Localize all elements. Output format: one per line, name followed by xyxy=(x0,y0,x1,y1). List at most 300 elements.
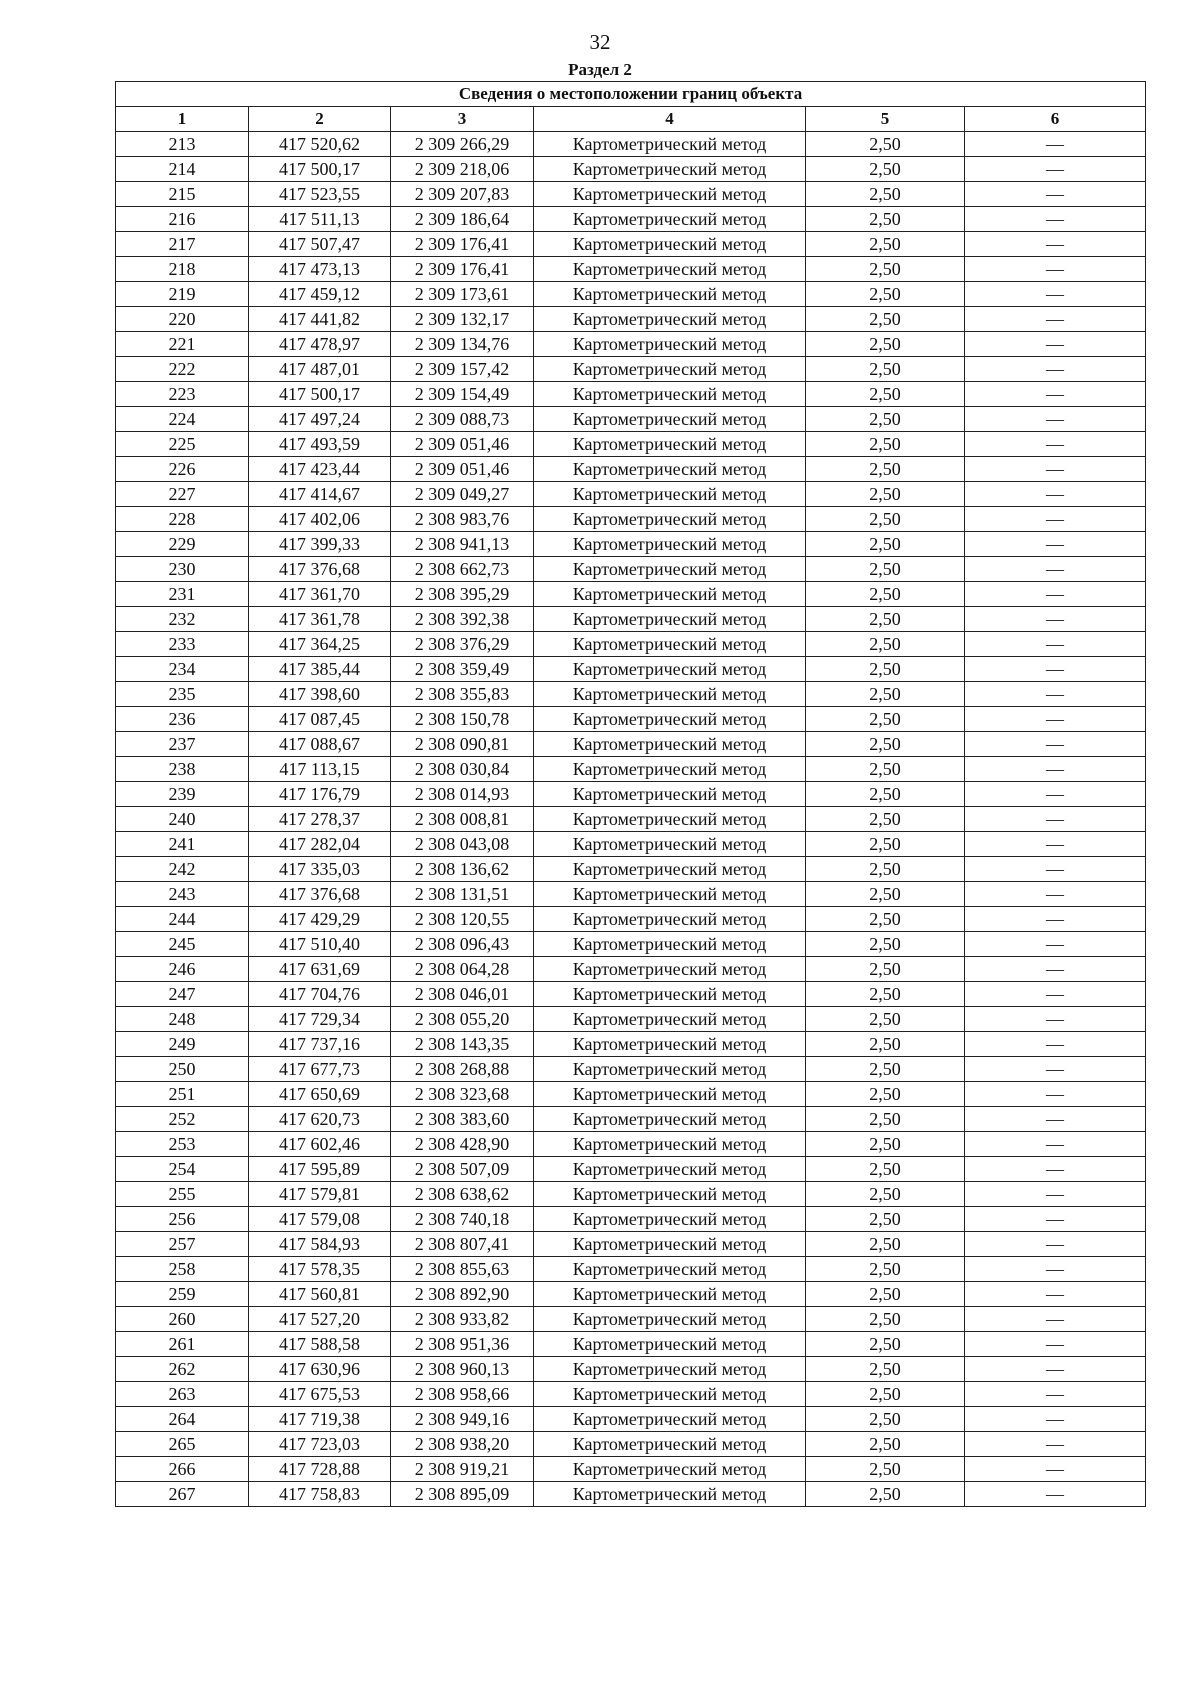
accuracy-cell: 2,50 xyxy=(806,1032,965,1057)
description-cell: — xyxy=(965,1257,1146,1282)
point-number-cell: 229 xyxy=(116,532,249,557)
table-row xyxy=(116,682,1146,707)
accuracy-cell: 2,50 xyxy=(806,1382,965,1407)
accuracy-cell: 2,50 xyxy=(806,207,965,232)
method-cell: Картометрический метод xyxy=(534,757,806,782)
point-number-cell: 240 xyxy=(116,807,249,832)
method-cell: Картометрический метод xyxy=(534,1007,806,1032)
accuracy-cell: 2,50 xyxy=(806,407,965,432)
x-coordinate-cell: 417 520,62 xyxy=(249,132,391,157)
method-cell: Картометрический метод xyxy=(534,182,806,207)
accuracy-cell: 2,50 xyxy=(806,307,965,332)
y-coordinate-cell: 2 308 949,16 xyxy=(391,1407,534,1432)
accuracy-cell: 2,50 xyxy=(806,457,965,482)
point-number-cell: 259 xyxy=(116,1282,249,1307)
x-coordinate-cell: 417 113,15 xyxy=(249,757,391,782)
table-row xyxy=(116,457,1146,482)
point-number-cell: 236 xyxy=(116,707,249,732)
x-coordinate-cell: 417 497,24 xyxy=(249,407,391,432)
method-cell: Картометрический метод xyxy=(534,207,806,232)
method-cell: Картометрический метод xyxy=(534,732,806,757)
accuracy-cell: 2,50 xyxy=(806,782,965,807)
x-coordinate-cell: 417 523,55 xyxy=(249,182,391,207)
x-coordinate-cell: 417 620,73 xyxy=(249,1107,391,1132)
x-coordinate-cell: 417 584,93 xyxy=(249,1232,391,1257)
method-cell: Картометрический метод xyxy=(534,907,806,932)
y-coordinate-cell: 2 308 043,08 xyxy=(391,832,534,857)
method-cell: Картометрический метод xyxy=(534,1207,806,1232)
description-cell: — xyxy=(965,907,1146,932)
point-number-cell: 216 xyxy=(116,207,249,232)
y-coordinate-cell: 2 308 090,81 xyxy=(391,732,534,757)
y-coordinate-cell: 2 308 958,66 xyxy=(391,1382,534,1407)
accuracy-cell: 2,50 xyxy=(806,357,965,382)
x-coordinate-cell: 417 398,60 xyxy=(249,682,391,707)
table-row xyxy=(116,1257,1146,1282)
column-number-row xyxy=(116,107,1146,132)
point-number-cell: 225 xyxy=(116,432,249,457)
description-cell: — xyxy=(965,1457,1146,1482)
point-number-cell: 221 xyxy=(116,332,249,357)
y-coordinate-cell: 2 308 960,13 xyxy=(391,1357,534,1382)
x-coordinate-cell: 417 478,97 xyxy=(249,332,391,357)
point-number-cell: 222 xyxy=(116,357,249,382)
table-caption-row xyxy=(116,82,1146,107)
point-number-cell: 262 xyxy=(116,1357,249,1382)
point-number-cell: 239 xyxy=(116,782,249,807)
point-number-cell: 263 xyxy=(116,1382,249,1407)
description-cell: — xyxy=(965,1157,1146,1182)
point-number-cell: 265 xyxy=(116,1432,249,1457)
y-coordinate-cell: 2 309 176,41 xyxy=(391,232,534,257)
table-row xyxy=(116,857,1146,882)
method-cell: Картометрический метод xyxy=(534,457,806,482)
description-cell: — xyxy=(965,357,1146,382)
table-row xyxy=(116,1157,1146,1182)
x-coordinate-cell: 417 728,88 xyxy=(249,1457,391,1482)
table-row xyxy=(116,1032,1146,1057)
y-coordinate-cell: 2 309 218,06 xyxy=(391,157,534,182)
description-cell: — xyxy=(965,457,1146,482)
point-number-cell: 235 xyxy=(116,682,249,707)
accuracy-cell: 2,50 xyxy=(806,432,965,457)
description-cell: — xyxy=(965,1082,1146,1107)
method-cell: Картометрический метод xyxy=(534,657,806,682)
description-cell: — xyxy=(965,832,1146,857)
y-coordinate-cell: 2 308 120,55 xyxy=(391,907,534,932)
point-number-cell: 244 xyxy=(116,907,249,932)
accuracy-cell: 2,50 xyxy=(806,1482,965,1507)
description-cell: — xyxy=(965,1357,1146,1382)
description-cell: — xyxy=(965,1107,1146,1132)
table-row xyxy=(116,1457,1146,1482)
x-coordinate-cell: 417 176,79 xyxy=(249,782,391,807)
method-cell: Картометрический метод xyxy=(534,807,806,832)
y-coordinate-cell: 2 309 132,17 xyxy=(391,307,534,332)
accuracy-cell: 2,50 xyxy=(806,232,965,257)
description-cell: — xyxy=(965,882,1146,907)
x-coordinate-cell: 417 578,35 xyxy=(249,1257,391,1282)
accuracy-cell: 2,50 xyxy=(806,857,965,882)
y-coordinate-cell: 2 308 096,43 xyxy=(391,932,534,957)
accuracy-cell: 2,50 xyxy=(806,607,965,632)
accuracy-cell: 2,50 xyxy=(806,957,965,982)
table-row xyxy=(116,1057,1146,1082)
x-coordinate-cell: 417 487,01 xyxy=(249,357,391,382)
x-coordinate-cell: 417 527,20 xyxy=(249,1307,391,1332)
accuracy-cell: 2,50 xyxy=(806,282,965,307)
description-cell: — xyxy=(965,757,1146,782)
accuracy-cell: 2,50 xyxy=(806,157,965,182)
method-cell: Картометрический метод xyxy=(534,1257,806,1282)
description-cell: — xyxy=(965,407,1146,432)
accuracy-cell: 2,50 xyxy=(806,1357,965,1382)
point-number-cell: 238 xyxy=(116,757,249,782)
method-cell: Картометрический метод xyxy=(534,507,806,532)
y-coordinate-cell: 2 308 008,81 xyxy=(391,807,534,832)
point-number-cell: 243 xyxy=(116,882,249,907)
point-number-cell: 246 xyxy=(116,957,249,982)
accuracy-cell: 2,50 xyxy=(806,1457,965,1482)
y-coordinate-cell: 2 308 131,51 xyxy=(391,882,534,907)
x-coordinate-cell: 417 282,04 xyxy=(249,832,391,857)
table-row xyxy=(116,957,1146,982)
point-number-cell: 226 xyxy=(116,457,249,482)
method-cell: Картометрический метод xyxy=(534,832,806,857)
point-number-cell: 253 xyxy=(116,1132,249,1157)
accuracy-cell: 2,50 xyxy=(806,382,965,407)
x-coordinate-cell: 417 376,68 xyxy=(249,557,391,582)
point-number-cell: 228 xyxy=(116,507,249,532)
y-coordinate-cell: 2 309 173,61 xyxy=(391,282,534,307)
column-number: 6 xyxy=(965,107,1146,132)
table-row xyxy=(116,907,1146,932)
accuracy-cell: 2,50 xyxy=(806,507,965,532)
y-coordinate-cell: 2 308 055,20 xyxy=(391,1007,534,1032)
y-coordinate-cell: 2 309 186,64 xyxy=(391,207,534,232)
method-cell: Картометрический метод xyxy=(534,282,806,307)
method-cell: Картометрический метод xyxy=(534,432,806,457)
method-cell: Картометрический метод xyxy=(534,1432,806,1457)
point-number-cell: 241 xyxy=(116,832,249,857)
method-cell: Картометрический метод xyxy=(534,882,806,907)
accuracy-cell: 2,50 xyxy=(806,257,965,282)
x-coordinate-cell: 417 087,45 xyxy=(249,707,391,732)
description-cell: — xyxy=(965,1432,1146,1457)
method-cell: Картометрический метод xyxy=(534,1382,806,1407)
accuracy-cell: 2,50 xyxy=(806,1257,965,1282)
x-coordinate-cell: 417 560,81 xyxy=(249,1282,391,1307)
y-coordinate-cell: 2 308 136,62 xyxy=(391,857,534,882)
point-number-cell: 218 xyxy=(116,257,249,282)
y-coordinate-cell: 2 309 051,46 xyxy=(391,457,534,482)
table-row xyxy=(116,1182,1146,1207)
x-coordinate-cell: 417 376,68 xyxy=(249,882,391,907)
x-coordinate-cell: 417 361,70 xyxy=(249,582,391,607)
description-cell: — xyxy=(965,232,1146,257)
accuracy-cell: 2,50 xyxy=(806,482,965,507)
column-number: 2 xyxy=(249,107,391,132)
table-row xyxy=(116,707,1146,732)
description-cell: — xyxy=(965,632,1146,657)
y-coordinate-cell: 2 308 983,76 xyxy=(391,507,534,532)
description-cell: — xyxy=(965,382,1146,407)
x-coordinate-cell: 417 579,81 xyxy=(249,1182,391,1207)
y-coordinate-cell: 2 308 046,01 xyxy=(391,982,534,1007)
description-cell: — xyxy=(965,532,1146,557)
method-cell: Картометрический метод xyxy=(534,1107,806,1132)
point-number-cell: 227 xyxy=(116,482,249,507)
x-coordinate-cell: 417 500,17 xyxy=(249,157,391,182)
accuracy-cell: 2,50 xyxy=(806,657,965,682)
x-coordinate-cell: 417 385,44 xyxy=(249,657,391,682)
description-cell: — xyxy=(965,307,1146,332)
accuracy-cell: 2,50 xyxy=(806,532,965,557)
description-cell: — xyxy=(965,1407,1146,1432)
description-cell: — xyxy=(965,557,1146,582)
accuracy-cell: 2,50 xyxy=(806,557,965,582)
method-cell: Картометрический метод xyxy=(534,1157,806,1182)
y-coordinate-cell: 2 308 951,36 xyxy=(391,1332,534,1357)
table-row xyxy=(116,1357,1146,1382)
method-cell: Картометрический метод xyxy=(534,1057,806,1082)
y-coordinate-cell: 2 308 507,09 xyxy=(391,1157,534,1182)
x-coordinate-cell: 417 719,38 xyxy=(249,1407,391,1432)
description-cell: — xyxy=(965,857,1146,882)
method-cell: Картометрический метод xyxy=(534,407,806,432)
description-cell: — xyxy=(965,1332,1146,1357)
table-row xyxy=(116,432,1146,457)
method-cell: Картометрический метод xyxy=(534,157,806,182)
x-coordinate-cell: 417 399,33 xyxy=(249,532,391,557)
table-row xyxy=(116,532,1146,557)
table-row xyxy=(116,732,1146,757)
method-cell: Картометрический метод xyxy=(534,1407,806,1432)
table-row xyxy=(116,1282,1146,1307)
x-coordinate-cell: 417 650,69 xyxy=(249,1082,391,1107)
method-cell: Картометрический метод xyxy=(534,1232,806,1257)
x-coordinate-cell: 417 511,13 xyxy=(249,207,391,232)
y-coordinate-cell: 2 308 030,84 xyxy=(391,757,534,782)
accuracy-cell: 2,50 xyxy=(806,1082,965,1107)
x-coordinate-cell: 417 493,59 xyxy=(249,432,391,457)
description-cell: — xyxy=(965,432,1146,457)
accuracy-cell: 2,50 xyxy=(806,982,965,1007)
y-coordinate-cell: 2 308 323,68 xyxy=(391,1082,534,1107)
description-cell: — xyxy=(965,657,1146,682)
accuracy-cell: 2,50 xyxy=(806,757,965,782)
table-row xyxy=(116,882,1146,907)
table-row xyxy=(116,207,1146,232)
method-cell: Картометрический метод xyxy=(534,782,806,807)
y-coordinate-cell: 2 308 150,78 xyxy=(391,707,534,732)
table-row xyxy=(116,1207,1146,1232)
x-coordinate-cell: 417 510,40 xyxy=(249,932,391,957)
y-coordinate-cell: 2 308 392,38 xyxy=(391,607,534,632)
column-number: 5 xyxy=(806,107,965,132)
x-coordinate-cell: 417 602,46 xyxy=(249,1132,391,1157)
y-coordinate-cell: 2 309 134,76 xyxy=(391,332,534,357)
x-coordinate-cell: 417 364,25 xyxy=(249,632,391,657)
point-number-cell: 214 xyxy=(116,157,249,182)
point-number-cell: 248 xyxy=(116,1007,249,1032)
point-number-cell: 260 xyxy=(116,1307,249,1332)
table-row xyxy=(116,1432,1146,1457)
method-cell: Картометрический метод xyxy=(534,682,806,707)
accuracy-cell: 2,50 xyxy=(806,632,965,657)
point-number-cell: 247 xyxy=(116,982,249,1007)
table-row xyxy=(116,282,1146,307)
y-coordinate-cell: 2 308 919,21 xyxy=(391,1457,534,1482)
x-coordinate-cell: 417 473,13 xyxy=(249,257,391,282)
method-cell: Картометрический метод xyxy=(534,1282,806,1307)
point-number-cell: 266 xyxy=(116,1457,249,1482)
table-row xyxy=(116,407,1146,432)
y-coordinate-cell: 2 309 176,41 xyxy=(391,257,534,282)
method-cell: Картометрический метод xyxy=(534,707,806,732)
description-cell: — xyxy=(965,282,1146,307)
accuracy-cell: 2,50 xyxy=(806,1182,965,1207)
method-cell: Картометрический метод xyxy=(534,982,806,1007)
description-cell: — xyxy=(965,332,1146,357)
point-number-cell: 242 xyxy=(116,857,249,882)
x-coordinate-cell: 417 335,03 xyxy=(249,857,391,882)
x-coordinate-cell: 417 429,29 xyxy=(249,907,391,932)
method-cell: Картометрический метод xyxy=(534,1032,806,1057)
method-cell: Картометрический метод xyxy=(534,1307,806,1332)
point-number-cell: 232 xyxy=(116,607,249,632)
y-coordinate-cell: 2 308 355,83 xyxy=(391,682,534,707)
point-number-cell: 264 xyxy=(116,1407,249,1432)
y-coordinate-cell: 2 308 014,93 xyxy=(391,782,534,807)
y-coordinate-cell: 2 308 428,90 xyxy=(391,1132,534,1157)
description-cell: — xyxy=(965,257,1146,282)
table-body xyxy=(116,132,1146,1507)
column-number: 1 xyxy=(116,107,249,132)
table-row xyxy=(116,932,1146,957)
description-cell: — xyxy=(965,482,1146,507)
method-cell: Картометрический метод xyxy=(534,582,806,607)
method-cell: Картометрический метод xyxy=(534,957,806,982)
y-coordinate-cell: 2 308 268,88 xyxy=(391,1057,534,1082)
table-row xyxy=(116,157,1146,182)
description-cell: — xyxy=(965,707,1146,732)
accuracy-cell: 2,50 xyxy=(806,1407,965,1432)
table-row xyxy=(116,982,1146,1007)
column-number: 4 xyxy=(534,107,806,132)
description-cell: — xyxy=(965,1282,1146,1307)
table-row xyxy=(116,757,1146,782)
point-number-cell: 233 xyxy=(116,632,249,657)
method-cell: Картометрический метод xyxy=(534,232,806,257)
point-number-cell: 231 xyxy=(116,582,249,607)
accuracy-cell: 2,50 xyxy=(806,1132,965,1157)
description-cell: — xyxy=(965,1007,1146,1032)
section-title: Раздел 2 xyxy=(568,60,632,79)
y-coordinate-cell: 2 309 157,42 xyxy=(391,357,534,382)
description-cell: — xyxy=(965,782,1146,807)
table-row xyxy=(116,807,1146,832)
point-number-cell: 255 xyxy=(116,1182,249,1207)
x-coordinate-cell: 417 579,08 xyxy=(249,1207,391,1232)
table-row xyxy=(116,557,1146,582)
method-cell: Картометрический метод xyxy=(534,357,806,382)
method-cell: Картометрический метод xyxy=(534,257,806,282)
table-row xyxy=(116,132,1146,157)
table-row xyxy=(116,307,1146,332)
y-coordinate-cell: 2 309 051,46 xyxy=(391,432,534,457)
description-cell: — xyxy=(965,157,1146,182)
x-coordinate-cell: 417 723,03 xyxy=(249,1432,391,1457)
x-coordinate-cell: 417 631,69 xyxy=(249,957,391,982)
description-cell: — xyxy=(965,1032,1146,1057)
x-coordinate-cell: 417 459,12 xyxy=(249,282,391,307)
y-coordinate-cell: 2 308 395,29 xyxy=(391,582,534,607)
method-cell: Картометрический метод xyxy=(534,1132,806,1157)
y-coordinate-cell: 2 309 154,49 xyxy=(391,382,534,407)
accuracy-cell: 2,50 xyxy=(806,1432,965,1457)
table-row xyxy=(116,1407,1146,1432)
point-number-cell: 215 xyxy=(116,182,249,207)
method-cell: Картометрический метод xyxy=(534,332,806,357)
y-coordinate-cell: 2 308 359,49 xyxy=(391,657,534,682)
accuracy-cell: 2,50 xyxy=(806,1207,965,1232)
method-cell: Картометрический метод xyxy=(534,557,806,582)
x-coordinate-cell: 417 402,06 xyxy=(249,507,391,532)
y-coordinate-cell: 2 308 941,13 xyxy=(391,532,534,557)
description-cell: — xyxy=(965,582,1146,607)
x-coordinate-cell: 417 595,89 xyxy=(249,1157,391,1182)
point-number-cell: 267 xyxy=(116,1482,249,1507)
point-number-cell: 257 xyxy=(116,1232,249,1257)
y-coordinate-cell: 2 308 933,82 xyxy=(391,1307,534,1332)
accuracy-cell: 2,50 xyxy=(806,932,965,957)
point-number-cell: 245 xyxy=(116,932,249,957)
table-row xyxy=(116,832,1146,857)
point-number-cell: 254 xyxy=(116,1157,249,1182)
point-number-cell: 234 xyxy=(116,657,249,682)
accuracy-cell: 2,50 xyxy=(806,1282,965,1307)
x-coordinate-cell: 417 630,96 xyxy=(249,1357,391,1382)
x-coordinate-cell: 417 588,58 xyxy=(249,1332,391,1357)
accuracy-cell: 2,50 xyxy=(806,1107,965,1132)
accuracy-cell: 2,50 xyxy=(806,1057,965,1082)
method-cell: Картометрический метод xyxy=(534,1482,806,1507)
method-cell: Картометрический метод xyxy=(534,932,806,957)
description-cell: — xyxy=(965,1057,1146,1082)
y-coordinate-cell: 2 308 855,63 xyxy=(391,1257,534,1282)
description-cell: — xyxy=(965,1182,1146,1207)
y-coordinate-cell: 2 308 938,20 xyxy=(391,1432,534,1457)
point-number-cell: 261 xyxy=(116,1332,249,1357)
table-row xyxy=(116,1307,1146,1332)
y-coordinate-cell: 2 308 895,09 xyxy=(391,1482,534,1507)
table-row xyxy=(116,357,1146,382)
point-number-cell: 223 xyxy=(116,382,249,407)
x-coordinate-cell: 417 737,16 xyxy=(249,1032,391,1057)
point-number-cell: 252 xyxy=(116,1107,249,1132)
table-row xyxy=(116,582,1146,607)
y-coordinate-cell: 2 309 088,73 xyxy=(391,407,534,432)
table-row xyxy=(116,782,1146,807)
y-coordinate-cell: 2 309 207,83 xyxy=(391,182,534,207)
accuracy-cell: 2,50 xyxy=(806,682,965,707)
description-cell: — xyxy=(965,507,1146,532)
x-coordinate-cell: 417 675,53 xyxy=(249,1382,391,1407)
point-number-cell: 251 xyxy=(116,1082,249,1107)
accuracy-cell: 2,50 xyxy=(806,882,965,907)
point-number-cell: 224 xyxy=(116,407,249,432)
